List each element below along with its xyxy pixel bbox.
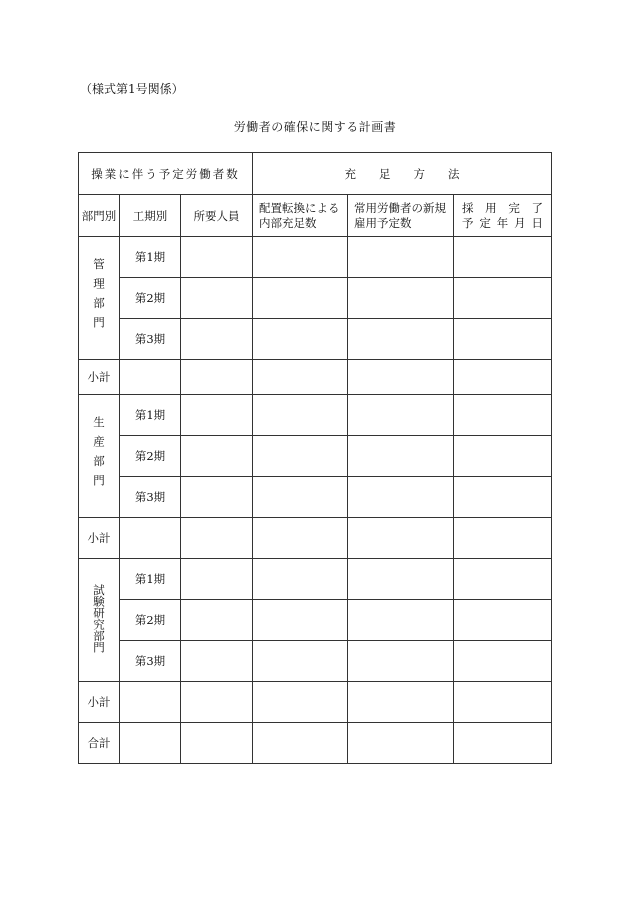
phase-cell	[120, 518, 181, 559]
phase-cell: 第1期	[120, 559, 181, 600]
col-completion-date	[454, 195, 552, 237]
form-reference: （様式第1号関係）	[80, 82, 184, 96]
completion-cell	[454, 559, 552, 600]
required-cell	[181, 360, 253, 395]
required-cell	[181, 395, 253, 436]
required-cell	[181, 477, 253, 518]
new-hire-cell	[348, 477, 454, 518]
new-hire-cell	[348, 641, 454, 682]
new-hire-cell	[348, 723, 454, 764]
dept-name: 管理部門	[92, 257, 106, 336]
subtotal-label: 小計	[79, 360, 120, 395]
internal-cell	[253, 278, 348, 319]
phase-cell: 第2期	[120, 278, 181, 319]
col-required: 所要人員	[181, 195, 253, 237]
new-hire-cell	[348, 319, 454, 360]
col-completion-line1: 採 用 完 了	[462, 200, 543, 215]
required-cell	[181, 319, 253, 360]
new-hire-cell	[348, 518, 454, 559]
new-hire-cell	[348, 600, 454, 641]
dept-name: 生産部門	[92, 415, 106, 494]
plan-table	[78, 152, 552, 764]
new-hire-cell	[348, 436, 454, 477]
new-hire-cell	[348, 360, 454, 395]
subtotal-label: 小計	[79, 682, 120, 723]
internal-cell	[253, 237, 348, 278]
dept-name: 試験研究部門	[92, 584, 106, 653]
new-hire-cell	[348, 237, 454, 278]
completion-cell	[454, 395, 552, 436]
new-hire-cell	[348, 395, 454, 436]
phase-cell: 第1期	[120, 395, 181, 436]
completion-cell	[454, 518, 552, 559]
dept-cell	[79, 237, 120, 360]
dept-cell	[79, 395, 120, 518]
required-cell	[181, 600, 253, 641]
new-hire-cell	[348, 682, 454, 723]
internal-cell	[253, 641, 348, 682]
required-cell	[181, 278, 253, 319]
internal-cell	[253, 559, 348, 600]
completion-cell	[454, 600, 552, 641]
completion-cell	[454, 319, 552, 360]
required-cell	[181, 641, 253, 682]
col-internal: 配置転換による内部充足数	[253, 195, 348, 237]
phase-cell: 第3期	[120, 477, 181, 518]
new-hire-cell	[348, 559, 454, 600]
completion-cell	[454, 278, 552, 319]
phase-cell	[120, 682, 181, 723]
dept-cell	[79, 559, 120, 682]
required-cell	[181, 436, 253, 477]
internal-cell	[253, 518, 348, 559]
phase-cell: 第3期	[120, 319, 181, 360]
col-completion-line2: 予 定 年 月 日	[462, 215, 543, 230]
phase-cell	[120, 723, 181, 764]
subtotal-label: 小計	[79, 518, 120, 559]
required-cell	[181, 723, 253, 764]
required-cell	[181, 682, 253, 723]
internal-cell	[253, 477, 348, 518]
header-fulfillment: 充 足 方 法	[253, 153, 552, 195]
completion-cell	[454, 436, 552, 477]
internal-cell	[253, 360, 348, 395]
required-cell	[181, 559, 253, 600]
internal-cell	[253, 723, 348, 764]
internal-cell	[253, 682, 348, 723]
phase-cell	[120, 360, 181, 395]
document-title: 労働者の確保に関する計画書	[233, 120, 397, 134]
required-cell	[181, 237, 253, 278]
col-new-hire: 常用労働者の新規雇用予定数	[348, 195, 454, 237]
internal-cell	[253, 436, 348, 477]
completion-cell	[454, 641, 552, 682]
phase-cell: 第3期	[120, 641, 181, 682]
header-workers: 操業に伴う予定労働者数	[79, 153, 253, 195]
internal-cell	[253, 319, 348, 360]
total-label: 合計	[79, 723, 120, 764]
completion-cell	[454, 682, 552, 723]
col-dept: 部門別	[79, 195, 120, 237]
new-hire-cell	[348, 278, 454, 319]
internal-cell	[253, 395, 348, 436]
required-cell	[181, 518, 253, 559]
internal-cell	[253, 600, 348, 641]
completion-cell	[454, 237, 552, 278]
col-phase: 工期別	[120, 195, 181, 237]
phase-cell: 第2期	[120, 436, 181, 477]
completion-cell	[454, 723, 552, 764]
completion-cell	[454, 477, 552, 518]
phase-cell: 第1期	[120, 237, 181, 278]
completion-cell	[454, 360, 552, 395]
phase-cell: 第2期	[120, 600, 181, 641]
